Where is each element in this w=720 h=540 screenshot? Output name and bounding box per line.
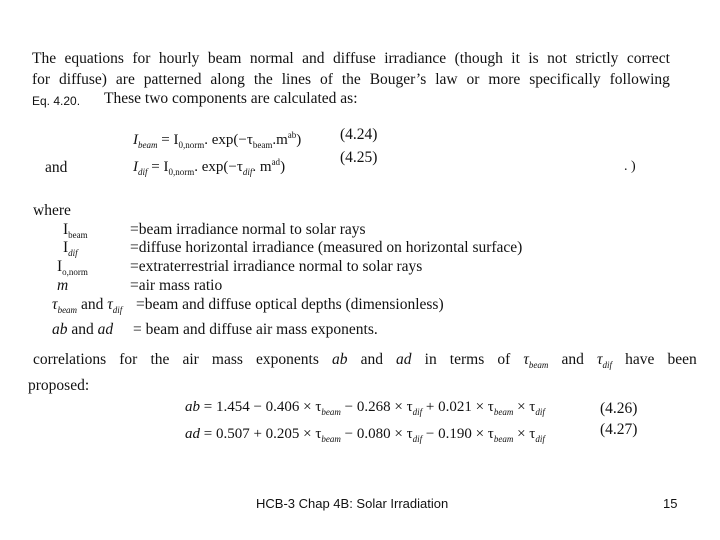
word: or [466, 71, 480, 88]
eq1-rhs-a-sub: 0,norm [178, 140, 205, 150]
eq2-rhs-b-sub: dif [242, 167, 253, 177]
word: it [511, 50, 520, 67]
word: for [132, 50, 151, 67]
footer-title: HCB-3 Chap 4B: Solar Irradiation [256, 496, 449, 511]
def-desc-ab-ad: = beam and diffuse air mass exponents. [133, 321, 378, 338]
word: diffuse) [59, 71, 107, 88]
word: patterned [143, 71, 202, 88]
scan-artifact: . ) [624, 159, 636, 174]
word: hourly [158, 50, 200, 67]
def-symbol-idif: $I_{dif}$ [63, 239, 78, 259]
word: the [253, 71, 273, 88]
eq1-rhs-b-sub: beam [252, 140, 273, 150]
word: strictly [575, 50, 619, 67]
def-desc-m: =air mass ratio [130, 277, 223, 294]
intro-line-2 [32, 71, 670, 89]
def-desc-tau: =beam and diffuse optical depths (dimensionless) [136, 296, 444, 313]
word: equations [64, 50, 124, 67]
eq2-rhs-b: . exp(−τ [194, 159, 243, 175]
eq2-lhs: I [133, 159, 138, 175]
correlations-line-1: correlations for the air mass exponents ab and ad in terms of $\tau_{beam}$ and $\tau_{dif}$ have been [33, 351, 697, 371]
and-word: and [45, 159, 68, 176]
equation-4-24 [133, 132, 301, 149]
equation-4-27: ad = $0.507 + 0.205 \times \tau_{beam} - 0.080 \times \tau_{dif} - 0.190 \times \tau_{beam} \times \tau_{dif}$ [185, 426, 545, 444]
word: diffuse [333, 50, 376, 67]
word: the [341, 71, 361, 88]
def-desc-ibeam: =beam irradiance normal to solar rays [130, 221, 366, 238]
equation-4-26: ab = $1.454 - 0.406 \times \tau_{beam} - 0.268 \times \tau_{dif} + 0.021 \times \tau_{beam} \times \tau_{dif}$ [185, 399, 545, 417]
word: more [488, 71, 521, 88]
eq1-rhs-c-sup: ab [287, 130, 297, 140]
word: law [435, 71, 458, 88]
where-heading: where [33, 202, 71, 219]
word: are [115, 71, 135, 88]
eq2-rhs-c-sup: ad [271, 157, 281, 167]
eq2-rhs-a-sub: 0,norm [168, 167, 195, 177]
intro-line-3: These two components are calculated as: [104, 90, 358, 107]
def-desc-io-norm: =extraterrestrial irradiance normal to solar rays [130, 258, 423, 275]
equation-label-4-25: (4.25) [340, 149, 378, 166]
equation-label-4-27: (4.27) [600, 421, 638, 438]
eq1-rhs-c: .m [272, 132, 288, 148]
word: not [547, 50, 567, 67]
eq1-rhs-b: . exp(−τ [204, 132, 253, 148]
word: is [528, 50, 539, 67]
word: of [319, 71, 333, 88]
def-desc-idif: =diffuse horizontal irradiance (measured on horizontal surface) [130, 239, 523, 256]
equation-label-4-24: (4.24) [340, 126, 378, 143]
def-symbol-tau: $\tau_{beam}$ and $\tau_{dif}$ [52, 296, 123, 316]
eq2-rhs-a: = I [151, 159, 169, 175]
eq1-rhs-d: ) [296, 132, 302, 148]
word: The [32, 50, 57, 67]
word: specifically [529, 71, 601, 88]
word: for [32, 71, 51, 88]
eq1-lhs-sub: beam [138, 140, 158, 150]
eq2-rhs-d: ) [280, 159, 286, 175]
def-symbol-m: m [57, 277, 69, 294]
word: and [302, 50, 325, 67]
eq2-lhs-sub: dif [138, 167, 148, 177]
word: Bouger’s [369, 71, 427, 88]
word: normal [249, 50, 294, 67]
def-symbol-ibeam: $I_{beam}$ [63, 221, 88, 241]
def-symbol-ab-ad: ab and ad [52, 321, 114, 338]
intro-line-1 [32, 50, 670, 68]
equation-reference: Eq. 4.20. [32, 94, 81, 108]
word: (though [454, 50, 503, 67]
word: beam [207, 50, 242, 67]
eq2-rhs-c: . m [252, 159, 272, 175]
word: correct [626, 50, 670, 67]
eq1-lhs: I [133, 132, 138, 148]
equation-label-4-26: (4.26) [600, 400, 638, 417]
word: irradiance [384, 50, 447, 67]
equation-4-25 [133, 159, 285, 176]
page-number: 15 [663, 496, 678, 511]
word: lines [281, 71, 311, 88]
eq1-rhs-a: = I [161, 132, 179, 148]
word: following [609, 71, 670, 88]
def-symbol-io-norm: $I_{o,norm}$ [57, 258, 88, 278]
word: along [210, 71, 245, 88]
correlations-line-2: proposed: [28, 377, 90, 394]
